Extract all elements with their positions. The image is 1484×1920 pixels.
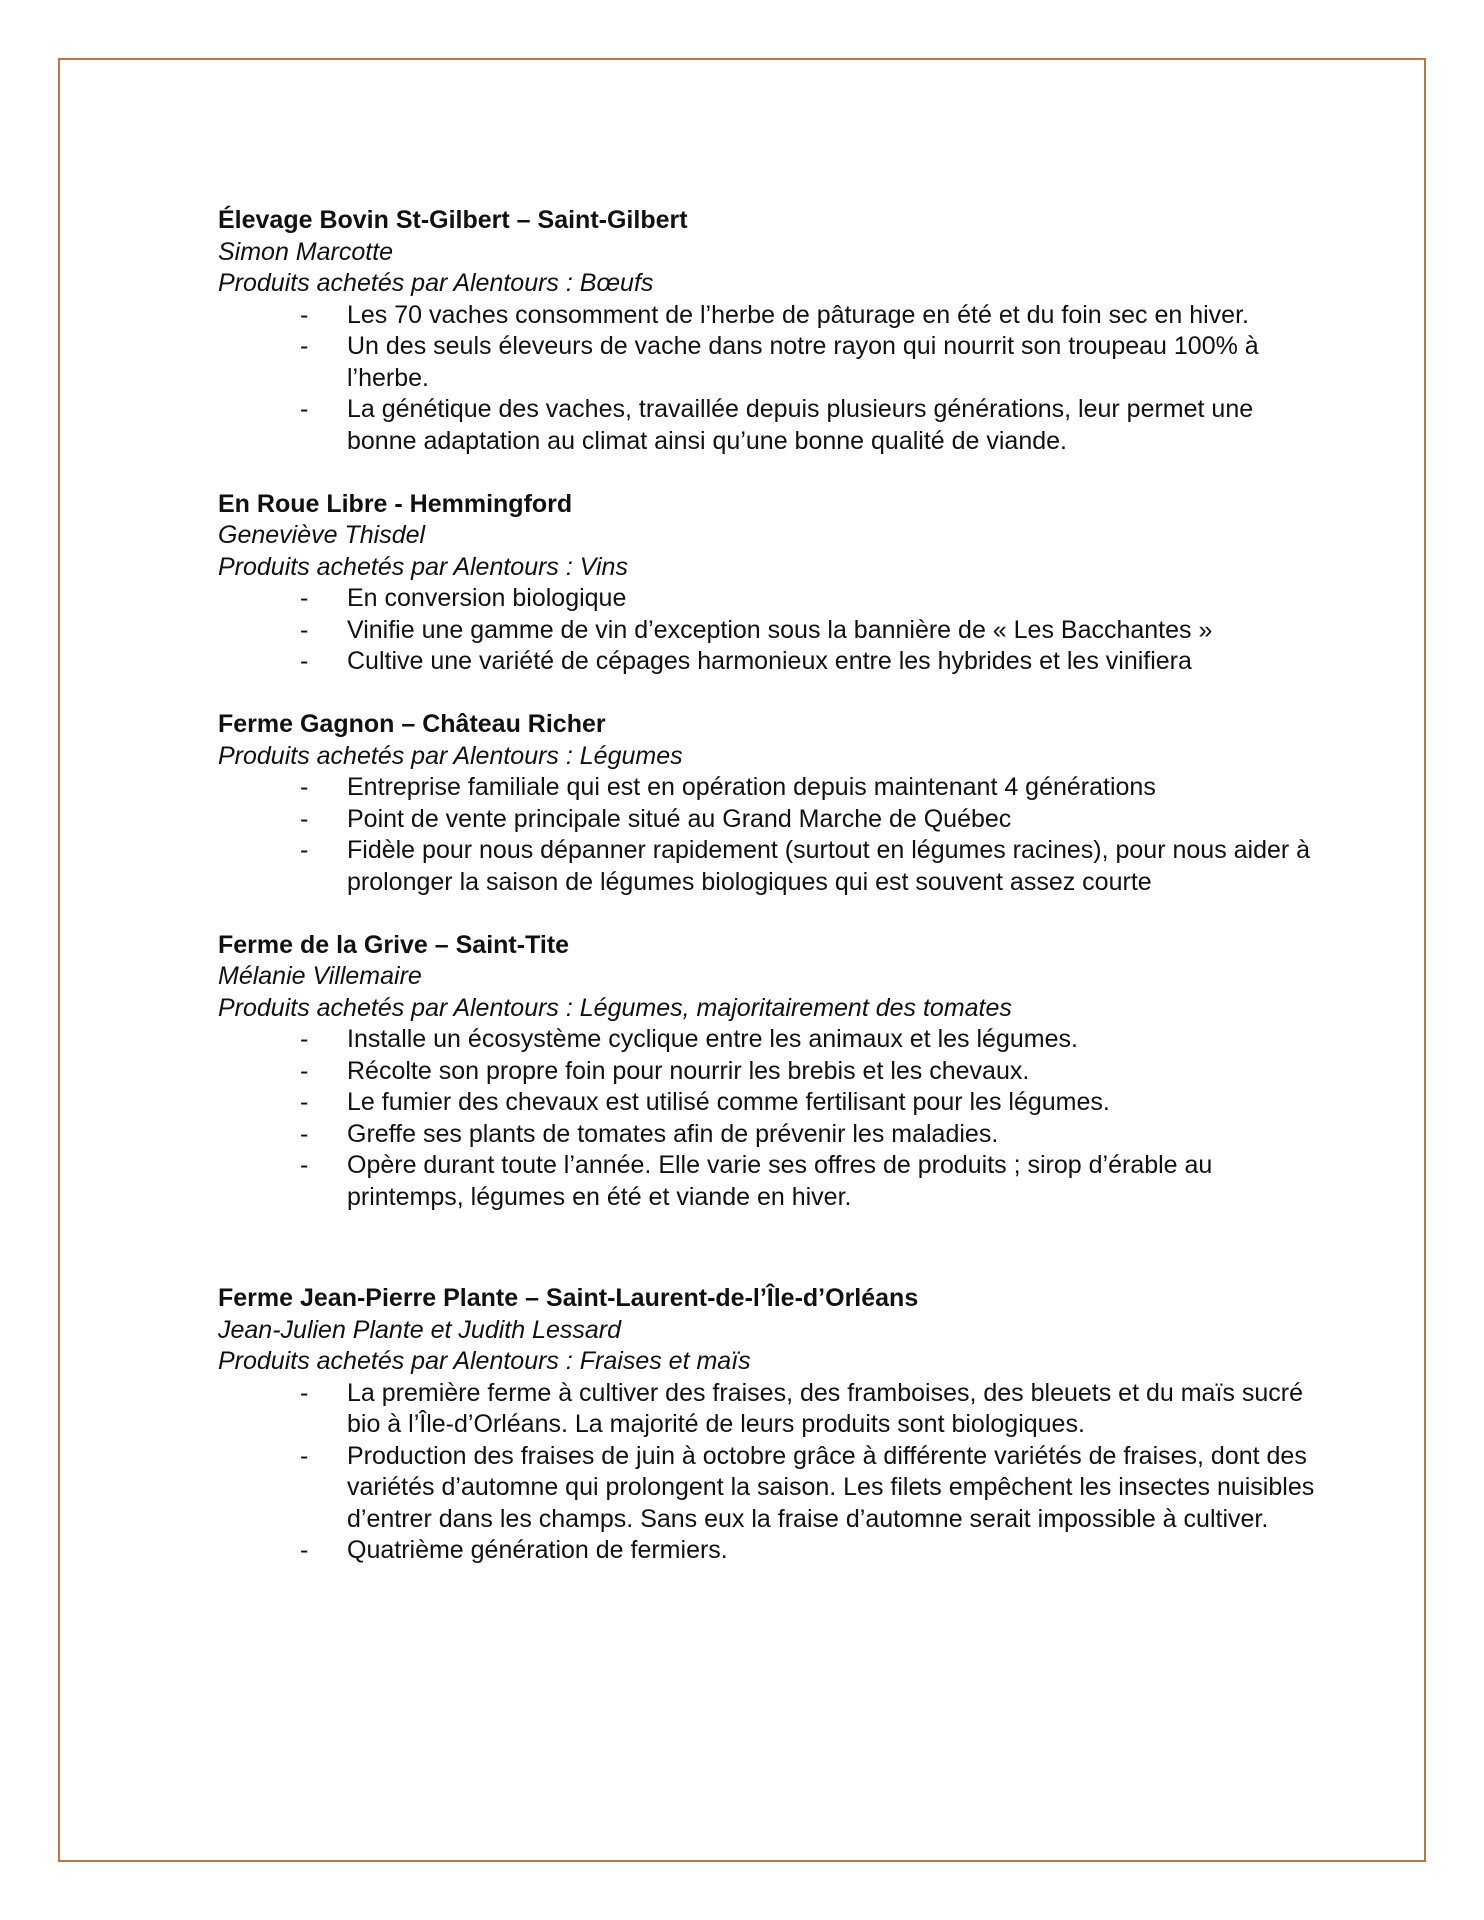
farm-points-list — [218, 300, 1318, 458]
list-item-text: Greffe ses plants de tomates afin de prévenir les maladies. — [347, 1119, 999, 1148]
products-purchased: Produits achetés par Alentours : Fraises et maïs — [218, 1347, 751, 1375]
farm-section — [218, 205, 1318, 457]
farm-name: Ferme de la Grive – Saint-Tite — [218, 930, 570, 959]
bullet-dash: - — [300, 584, 309, 612]
bullet-dash: - — [300, 1536, 309, 1564]
list-item-text: La première ferme à cultiver des fraises, des framboises, des bleuets et du maïs sucré bio à l’Île-d’Orléans. La majorité de leurs produits sont biologiques. — [347, 1378, 1303, 1438]
list-item — [218, 394, 1318, 457]
list-item — [218, 583, 1318, 615]
farm-section — [218, 930, 1318, 1214]
list-item-text: Fidèle pour nous dépanner rapidement (surtout en légumes racines), pour nous aider à prolonger la saison de légumes biologiques qui est souvent assez courte — [347, 836, 1311, 896]
bullet-dash: - — [300, 647, 309, 675]
list-item-text: Un des seuls éleveurs de vache dans notre rayon qui nourrit son troupeau 100% à l’herbe. — [347, 332, 1259, 392]
list-item — [218, 331, 1318, 394]
farmer-name: Jean-Julien Plante et Judith Lessard — [218, 1315, 622, 1344]
list-item — [218, 1150, 1318, 1213]
farm-name: Ferme Gagnon – Château Richer — [218, 710, 606, 738]
list-item — [218, 1056, 1318, 1088]
farm-section — [218, 709, 1318, 898]
farm-points-list — [218, 1024, 1318, 1213]
bullet-dash: - — [300, 300, 309, 329]
bullet-dash: - — [300, 1025, 309, 1053]
list-item — [218, 1441, 1318, 1536]
list-item-text: Vinifie une gamme de vin d’exception sous la bannière de « Les Bacchantes » — [347, 615, 1213, 644]
products-purchased: Produits achetés par Alentours : Légumes — [218, 741, 683, 770]
list-item — [218, 1378, 1318, 1441]
list-item — [218, 1119, 1318, 1151]
farm-name: Élevage Bovin St-Gilbert – Saint-Gilbert — [218, 206, 688, 234]
farmer-name: Simon Marcotte — [218, 237, 394, 266]
bullet-dash: - — [300, 773, 309, 801]
bullet-dash: - — [300, 395, 309, 423]
farm-section — [218, 489, 1318, 678]
farm-name: Ferme Jean-Pierre Plante – Saint-Laurent-de-l’Île-d’Orléans — [218, 1284, 919, 1312]
farmer-name: Mélanie Villemaire — [218, 962, 422, 990]
bullet-dash: - — [300, 332, 309, 360]
bullet-dash: - — [300, 615, 309, 644]
list-item — [218, 646, 1318, 678]
bullet-dash: - — [300, 1119, 309, 1148]
list-item — [218, 772, 1318, 804]
list-item — [218, 615, 1318, 647]
list-item — [218, 804, 1318, 836]
list-item-text: Le fumier des chevaux est utilisé comme fertilisant pour les légumes. — [347, 1088, 1110, 1116]
list-item-text: Point de vente principale situé au Grand Marche de Québec — [347, 804, 1012, 833]
farm-name: En Roue Libre - Hemmingford — [218, 489, 573, 518]
bullet-dash: - — [300, 804, 309, 833]
bullet-dash: - — [300, 1088, 309, 1116]
products-purchased: Produits achetés par Alentours : Légumes, majoritairement des tomates — [218, 993, 1012, 1022]
list-item — [218, 835, 1318, 898]
bullet-dash: - — [300, 1056, 309, 1085]
document-content — [218, 205, 1318, 1567]
farm-section — [218, 1283, 1318, 1567]
products-purchased: Produits achetés par Alentours : Bœufs — [218, 269, 654, 297]
farm-points-list — [218, 1378, 1318, 1567]
bullet-dash: - — [300, 836, 309, 864]
farm-points-list — [218, 772, 1318, 898]
list-item-text: Les 70 vaches consomment de l’herbe de pâturage en été et du foin sec en hiver. — [347, 300, 1249, 329]
bullet-dash: - — [300, 1378, 309, 1407]
list-item-text: Opère durant toute l’année. Elle varie ses offres de produits ; sirop d’érable au printemps, légumes en été et viande en hiver. — [347, 1151, 1213, 1211]
products-purchased: Produits achetés par Alentours : Vins — [218, 552, 628, 581]
farm-points-list — [218, 583, 1318, 678]
list-item-text: Entreprise familiale qui est en opération depuis maintenant 4 générations — [347, 773, 1156, 801]
list-item-text: Production des fraises de juin à octobre grâce à différente variétés de fraises, dont des variétés d’automne qui prolongent la saison. Les filets empêchent les insectes nuisibles d’entrer dans les champs. Sans eux la fraise d’automne serait impossible à cultiver. — [347, 1441, 1315, 1533]
list-item-text: Installe un écosystème cyclique entre les animaux et les légumes. — [347, 1025, 1078, 1053]
list-item — [218, 300, 1318, 332]
list-item — [218, 1087, 1318, 1119]
list-item-text: Quatrième génération de fermiers. — [347, 1536, 728, 1564]
bullet-dash: - — [300, 1151, 309, 1179]
bullet-dash: - — [300, 1441, 309, 1470]
list-item — [218, 1024, 1318, 1056]
list-item-text: Récolte son propre foin pour nourrir les brebis et les chevaux. — [347, 1056, 1030, 1085]
list-item-text: En conversion biologique — [347, 584, 627, 612]
list-item-text: La génétique des vaches, travaillée depuis plusieurs générations, leur permet une bonne adaptation au climat ainsi qu’une bonne qualité de viande. — [347, 395, 1254, 455]
list-item-text: Cultive une variété de cépages harmonieux entre les hybrides et les vinifiera — [347, 647, 1192, 675]
farmer-name: Geneviève Thisdel — [218, 521, 426, 549]
list-item — [218, 1535, 1318, 1567]
